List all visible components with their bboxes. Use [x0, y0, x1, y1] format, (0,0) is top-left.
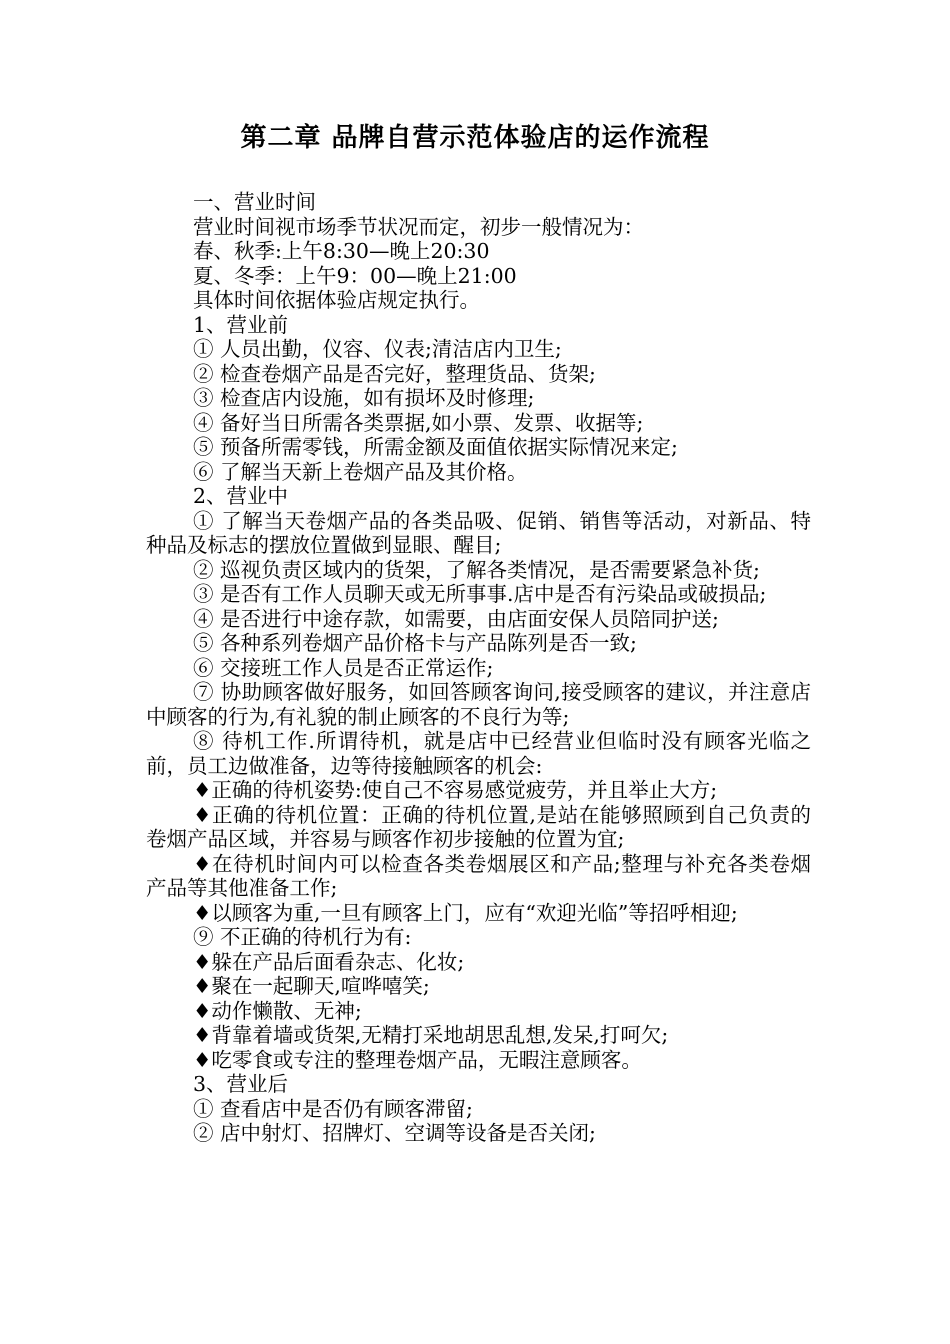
- paragraph: ♦动作懒散、无神;: [193, 998, 362, 1023]
- paragraph: ♦躲在产品后面看杂志、化妆;: [193, 949, 465, 974]
- paragraph: ⑨ 不正确的待机行为有:: [193, 925, 412, 949]
- paragraph: ♦在待机时间内可以检查各类卷烟展区和产品;整理与补充各类卷烟产品等其他准备工作;: [146, 851, 811, 900]
- paragraph: 2、营业中: [193, 484, 289, 508]
- paragraph: 1、营业前: [193, 312, 289, 337]
- paragraph: 营业时间视市场季节状况而定，初步一般情况为：: [193, 214, 644, 239]
- document-body: [146, 190, 811, 1146]
- paragraph: ③ 是否有工作人员聊天或无所事事.店中是否有污染品或破损品;: [193, 582, 767, 606]
- paragraph: 夏、冬季：上午9：00—晚上21:00: [193, 263, 517, 288]
- paragraph: ③ 检查店内设施，如有损坏及时修理;: [193, 386, 535, 410]
- paragraph: ♦背靠着墙或货架,无精打采地胡思乱想,发呆,打呵欠;: [193, 1023, 669, 1047]
- paragraph: 一、营业时间: [193, 190, 316, 214]
- paragraph: ④ 是否进行中途存款，如需要，由店面安保人员陪同护送;: [193, 606, 719, 631]
- paragraph: ① 了解当天卷烟产品的各类品吸、促销、销售等活动，对新品、特种品及标志的摆放位置做到显眼、醒目;: [146, 508, 811, 557]
- paragraph: ① 查看店中是否仍有顾客滞留;: [193, 1096, 473, 1121]
- paragraph: 春、秋季:上午8:30—晚上20:30: [193, 239, 490, 263]
- paragraph: ② 店中射灯、招牌灯、空调等设备是否关闭;: [193, 1121, 596, 1145]
- paragraph: ♦吃零食或专注的整理卷烟产品，无暇注意顾客。: [193, 1047, 642, 1072]
- paragraph: ② 巡视负责区域内的货架，了解各类情况，是否需要紧急补货;: [193, 557, 760, 582]
- paragraph: 3、营业后: [193, 1072, 289, 1096]
- paragraph: ④ 备好当日所需各类票据,如小票、发票、收据等;: [193, 410, 644, 435]
- paragraph: ⑦ 协助顾客做好服务，如回答顾客询问,接受顾客的建议，并注意店中顾客的行为,有礼貌的制止顾客的不良行为等;: [146, 680, 811, 729]
- paragraph: 具体时间依据体验店规定执行。: [193, 288, 480, 312]
- paragraph: ♦以顾客为重,一旦有顾客上门，应有“欢迎光临”等招呼相迎;: [193, 900, 738, 925]
- paragraph: ② 检查卷烟产品是否完好，整理货品、货架;: [193, 361, 596, 386]
- paragraph: ⑤ 各种系列卷烟产品价格卡与产品陈列是否一致;: [193, 631, 637, 655]
- paragraph: ♦正确的待机位置：正确的待机位置,是站在能够照顾到自己负责的卷烟产品区域，并容易与顾客作初步接触的位置为宜;: [146, 802, 811, 851]
- paragraph: ① 人员出勤，仪容、仪表;清洁店内卫生;: [193, 337, 562, 361]
- paragraph: ⑥ 了解当天新上卷烟产品及其价格。: [193, 459, 528, 484]
- paragraph: ♦聚在一起聊天,喧哗嘻笑;: [193, 974, 430, 998]
- chapter-title: 第二章 品牌自营示范体验店的运作流程: [240, 123, 710, 153]
- paragraph: ♦正确的待机姿势:使自己不容易感觉疲劳，并且举止大方;: [193, 778, 718, 802]
- paragraph: ⑧ 待机工作.所谓待机，就是店中已经营业但临时没有顾客光临之前，员工边做准备，边等待接触顾客的机会:: [146, 729, 811, 778]
- paragraph: ⑥ 交接班工作人员是否正常运作;: [193, 655, 494, 680]
- paragraph: ⑤ 预备所需零钱，所需金额及面值依据实际情况来定;: [193, 435, 678, 459]
